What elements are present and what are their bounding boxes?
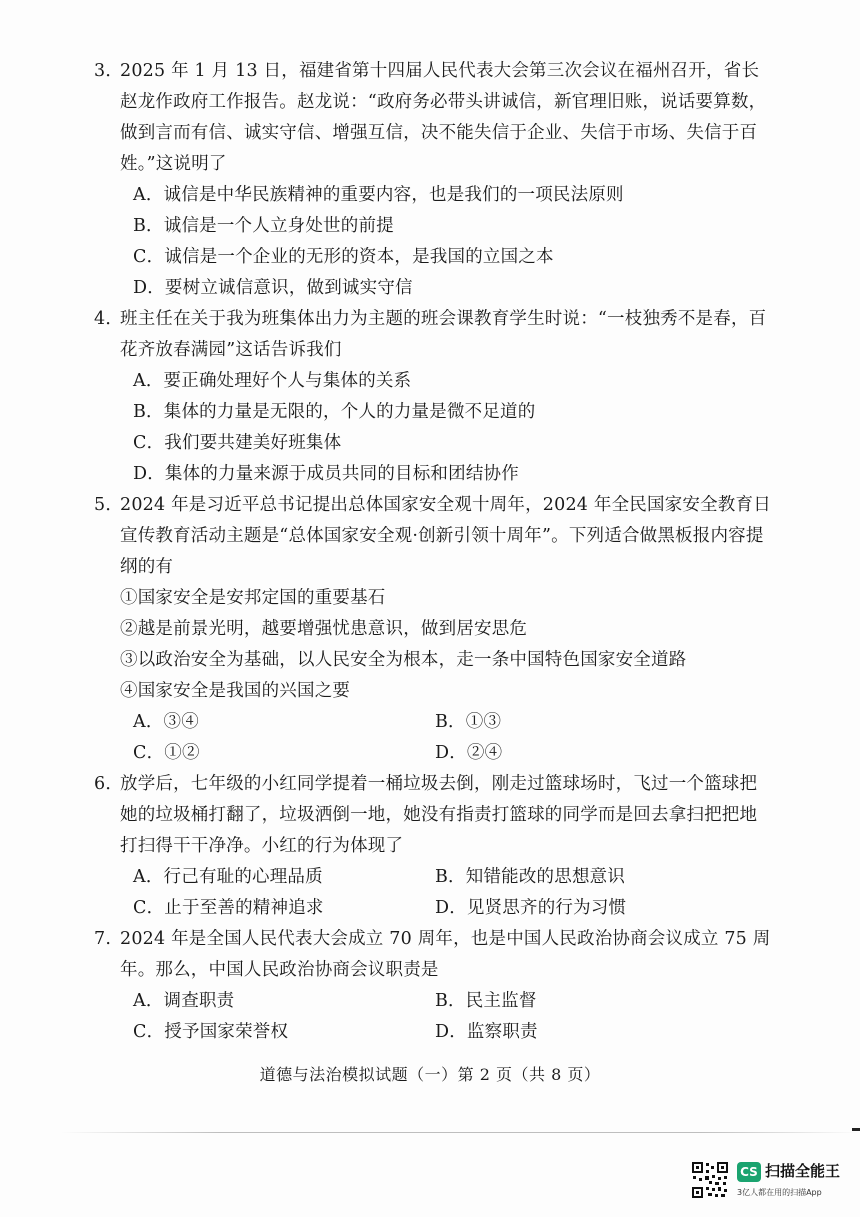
- scanner-watermark: [690, 1160, 850, 1204]
- option-a: A．③④: [133, 712, 199, 732]
- option-c: C．我们要共建美好班集体: [133, 433, 342, 453]
- qr-code-icon: [690, 1160, 730, 1200]
- scanner-app-name: 扫描全能王: [765, 1162, 841, 1180]
- option-b: B．诚信是一个人立身处世的前提: [133, 216, 394, 236]
- question-number: 4．: [94, 309, 124, 329]
- question-number: 6．: [94, 774, 124, 794]
- option-row: [94, 707, 774, 738]
- question-stem: [94, 56, 774, 180]
- question-stem: [94, 924, 774, 986]
- option-d: D．②④: [435, 743, 503, 763]
- question-text: 2024 年是习近平总书记提出总体国家安全观十周年，2024 年全民国家安全教育日宣传教育活动主题是“总体国家安全观·创新引领十周年”。下列适合做黑板报内容提纲的有: [120, 495, 771, 577]
- statement-1: ①国家安全是安邦定国的重要基石: [120, 588, 386, 608]
- question-stem: [94, 769, 774, 862]
- question-text: 班主任在关于我为班集体出力为主题的班会课教育学生时说：“一枝独秀不是春，百花齐放春满园”这话告诉我们: [120, 309, 767, 360]
- option-c: C．止于至善的精神追求: [133, 898, 324, 918]
- statement-3: ③以政治安全为基础，以人民安全为根本，走一条中国特色国家安全道路: [120, 650, 687, 670]
- option-a: A．调查职责: [133, 991, 235, 1011]
- option-c: C．①②: [133, 743, 200, 763]
- option-d: D．要树立诚信意识，做到诚实守信: [133, 278, 413, 298]
- option-a: A．要正确处理好个人与集体的关系: [133, 371, 412, 391]
- question-text: 2024 年是全国人民代表大会成立 70 周年，也是中国人民政治协商会议成立 75 周年。那么，中国人民政治协商会议职责是: [120, 929, 771, 980]
- question-number: 7.: [94, 929, 112, 949]
- option-row: [94, 1017, 774, 1048]
- option-c: C．诚信是一个企业的无形的资本，是我国的立国之本: [133, 247, 554, 267]
- scanner-tagline: 3亿人都在用的扫描App: [737, 1188, 822, 1197]
- option-c: C．授予国家荣誉权: [133, 1022, 289, 1042]
- question-text: 放学后，七年级的小红同学提着一桶垃圾去倒，刚走过篮球场时，飞过一个篮球把她的垃圾桶打翻了，垃圾洒倒一地，她没有指责打篮球的同学而是回去拿扫把把地打扫得干干净净。小红的行为体现了: [120, 774, 758, 856]
- question-6: [94, 769, 774, 924]
- option-b: B．①③: [435, 712, 502, 732]
- question-stem: [94, 490, 774, 583]
- option-row: [94, 738, 774, 769]
- statement-4: ④国家安全是我国的兴国之要: [120, 681, 351, 701]
- scan-edge-mark: [852, 1128, 860, 1131]
- statement-2: ②越是前景光明，越要增强忧患意识，做到居安思危: [120, 619, 528, 639]
- question-3: [94, 56, 774, 304]
- option-a: A．诚信是中华民族精神的重要内容，也是我们的一项民法原则: [133, 185, 624, 205]
- question-5: [94, 490, 774, 769]
- option-d: D．监察职责: [435, 1022, 538, 1042]
- option-d: D．见贤思齐的行为习惯: [435, 898, 627, 918]
- questions-area: [94, 56, 774, 1048]
- option-row: [94, 893, 774, 924]
- option-row: [94, 986, 774, 1017]
- question-4: [94, 304, 774, 490]
- question-7: [94, 924, 774, 1048]
- question-number: 5．: [94, 495, 124, 515]
- option-row: [94, 862, 774, 893]
- question-number: 3．: [94, 61, 124, 81]
- scanner-logo-icon: CS: [737, 1162, 761, 1182]
- question-text: 2025 年 1 月 13 日，福建省第十四届人民代表大会第三次会议在福州召开，省长赵龙作政府工作报告。赵龙说：“政府务必带头讲诚信，新官理旧账，说话要算数，做到言而有信、诚实守信、增强互信，决不能失信于企业、失信于市场、失信于百姓。”这说明了: [120, 61, 767, 174]
- option-a: A．行己有耻的心理品质: [133, 867, 323, 887]
- question-stem: [94, 304, 774, 366]
- page-footer: 道德与法治模拟试题（一）第 2 页（共 8 页）: [259, 1065, 601, 1084]
- option-b: B．集体的力量是无限的，个人的力量是微不足道的: [133, 402, 536, 422]
- option-b: B．知错能改的思想意识: [435, 867, 626, 887]
- scan-edge-line: [60, 1132, 860, 1133]
- option-b: B．民主监督: [435, 991, 537, 1011]
- option-d: D．集体的力量来源于成员共同的目标和团结协作: [133, 464, 519, 484]
